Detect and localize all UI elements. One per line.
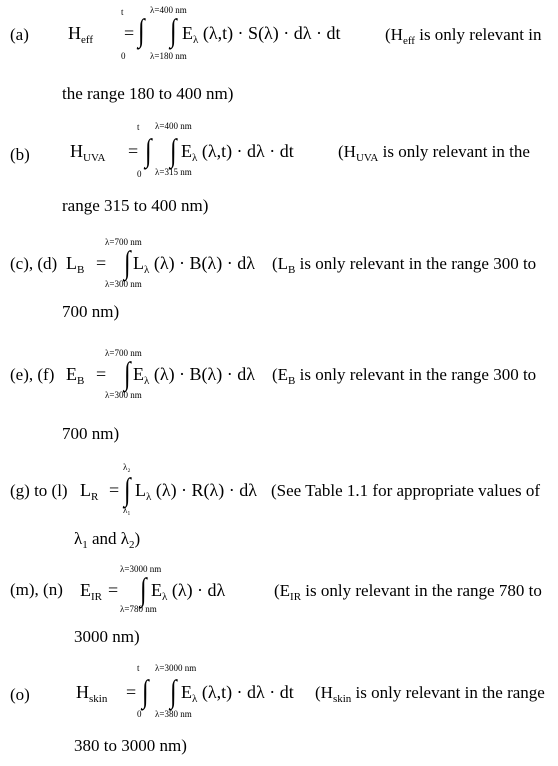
integral-upper-limit: λ=400 nm <box>155 121 192 131</box>
integral-sign: ∫ <box>138 12 145 48</box>
lhs-symbol: $E_B$ <box>66 364 85 387</box>
range-note-continued: $\lambda_1$ and $\lambda_2$) <box>74 529 141 551</box>
range-note: ($L_B$ is only relevant in the range 300 to <box>272 254 537 276</box>
integrand: $E_\lambda$ (λ,t) · dλ · dt <box>181 682 294 705</box>
equation-label: (c), (d) <box>10 254 58 273</box>
integrand: $L_\lambda$ (λ) · B(λ) · dλ <box>133 253 255 276</box>
equals-sign: = <box>128 141 139 161</box>
equation-label: (o) <box>10 685 30 704</box>
range-note-continued: 3000 nm) <box>74 627 140 646</box>
lhs-symbol: $E_{IR}$ <box>80 580 102 603</box>
range-note: (See Table 1.1 for appropriate values of <box>271 481 540 500</box>
integral-sign: ∫ <box>124 355 131 391</box>
integral-upper-limit: λ=700 nm <box>105 237 142 247</box>
integral-lower-limit: λ=780 nm <box>120 604 157 614</box>
integral-sign: ∫ <box>124 244 131 280</box>
integral-upper-limit: t <box>137 122 140 132</box>
range-note: ($H_{eff}$ is only relevant in <box>385 25 542 47</box>
lhs-symbol: $L_B$ <box>66 253 85 276</box>
integrand: $E_\lambda$ (λ) · dλ <box>151 580 226 603</box>
range-note: ($E_{IR}$ is only relevant in the range 780 to <box>274 581 542 603</box>
range-note-continued: 380 to 3000 nm) <box>74 736 187 755</box>
integral-lower-limit: λ=300 nm <box>105 390 142 400</box>
integral-lower-limit: λ=315 nm <box>155 167 192 177</box>
equals-sign: = <box>96 364 107 384</box>
integral-lower-limit: 0 <box>137 709 142 719</box>
lhs-symbol: $H_{UVA}$ <box>70 141 106 164</box>
integral-upper-limit: t <box>121 7 124 17</box>
equation-label: (m), (n) <box>10 580 63 599</box>
integral-upper-limit: λ=3000 nm <box>120 564 162 574</box>
equals-sign: = <box>96 253 107 273</box>
integrand: $E_\lambda$ (λ,t) · S(λ) · dλ · dt <box>182 23 341 46</box>
range-note: ($H_{skin}$ is only relevant in the range <box>315 683 545 705</box>
range-note: ($E_B$ is only relevant in the range 300 to <box>272 365 537 387</box>
range-note-continued: 700 nm) <box>62 302 120 321</box>
integral-upper-limit: λ₂ <box>123 462 131 472</box>
integral-lower-limit: 0 <box>137 169 142 179</box>
integral-sign: ∫ <box>124 471 131 507</box>
integral-lower-limit: λ=380 nm <box>155 709 192 719</box>
integral-lower-limit: 0 <box>121 51 126 61</box>
integral-sign: ∫ <box>145 132 152 168</box>
integral-upper-limit: λ=400 nm <box>150 5 187 15</box>
integral-sign: ∫ <box>170 12 177 48</box>
range-note-continued: 700 nm) <box>62 424 120 443</box>
integral-lower-limit: λ=300 nm <box>105 279 142 289</box>
equation-label: (b) <box>10 145 30 164</box>
integral-sign: ∫ <box>140 571 147 607</box>
range-note: ($H_{UVA}$ is only relevant in the <box>338 142 530 164</box>
integral-sign: ∫ <box>170 673 177 709</box>
integral-upper-limit: λ=700 nm <box>105 348 142 358</box>
equals-sign: = <box>124 23 135 43</box>
equation-label: (a) <box>10 25 29 44</box>
lhs-symbol: $H_{eff}$ <box>68 23 94 46</box>
integral-lower-limit: λ₁ <box>123 505 131 515</box>
integral-sign: ∫ <box>170 132 177 168</box>
equals-sign: = <box>109 480 120 500</box>
equals-sign: = <box>108 580 119 600</box>
integrand: $E_\lambda$ (λ,t) · dλ · dt <box>181 141 294 164</box>
range-note-continued: the range 180 to 400 nm) <box>62 84 234 103</box>
lhs-symbol: $H_{skin}$ <box>76 682 108 705</box>
integrand: $L_\lambda$ (λ) · R(λ) · dλ <box>135 480 257 503</box>
equals-sign: = <box>126 682 137 702</box>
integral-lower-limit: λ=180 nm <box>150 51 187 61</box>
integral-sign: ∫ <box>142 673 149 709</box>
lhs-symbol: $L_R$ <box>80 480 99 503</box>
equation-label: (g) to (l) <box>10 481 68 500</box>
integral-upper-limit: t <box>137 663 140 673</box>
range-note-continued: range 315 to 400 nm) <box>62 196 209 215</box>
equation-label: (e), (f) <box>10 365 55 384</box>
integral-upper-limit: λ=3000 nm <box>155 663 197 673</box>
integrand: $E_\lambda$ (λ) · B(λ) · dλ <box>133 364 255 387</box>
